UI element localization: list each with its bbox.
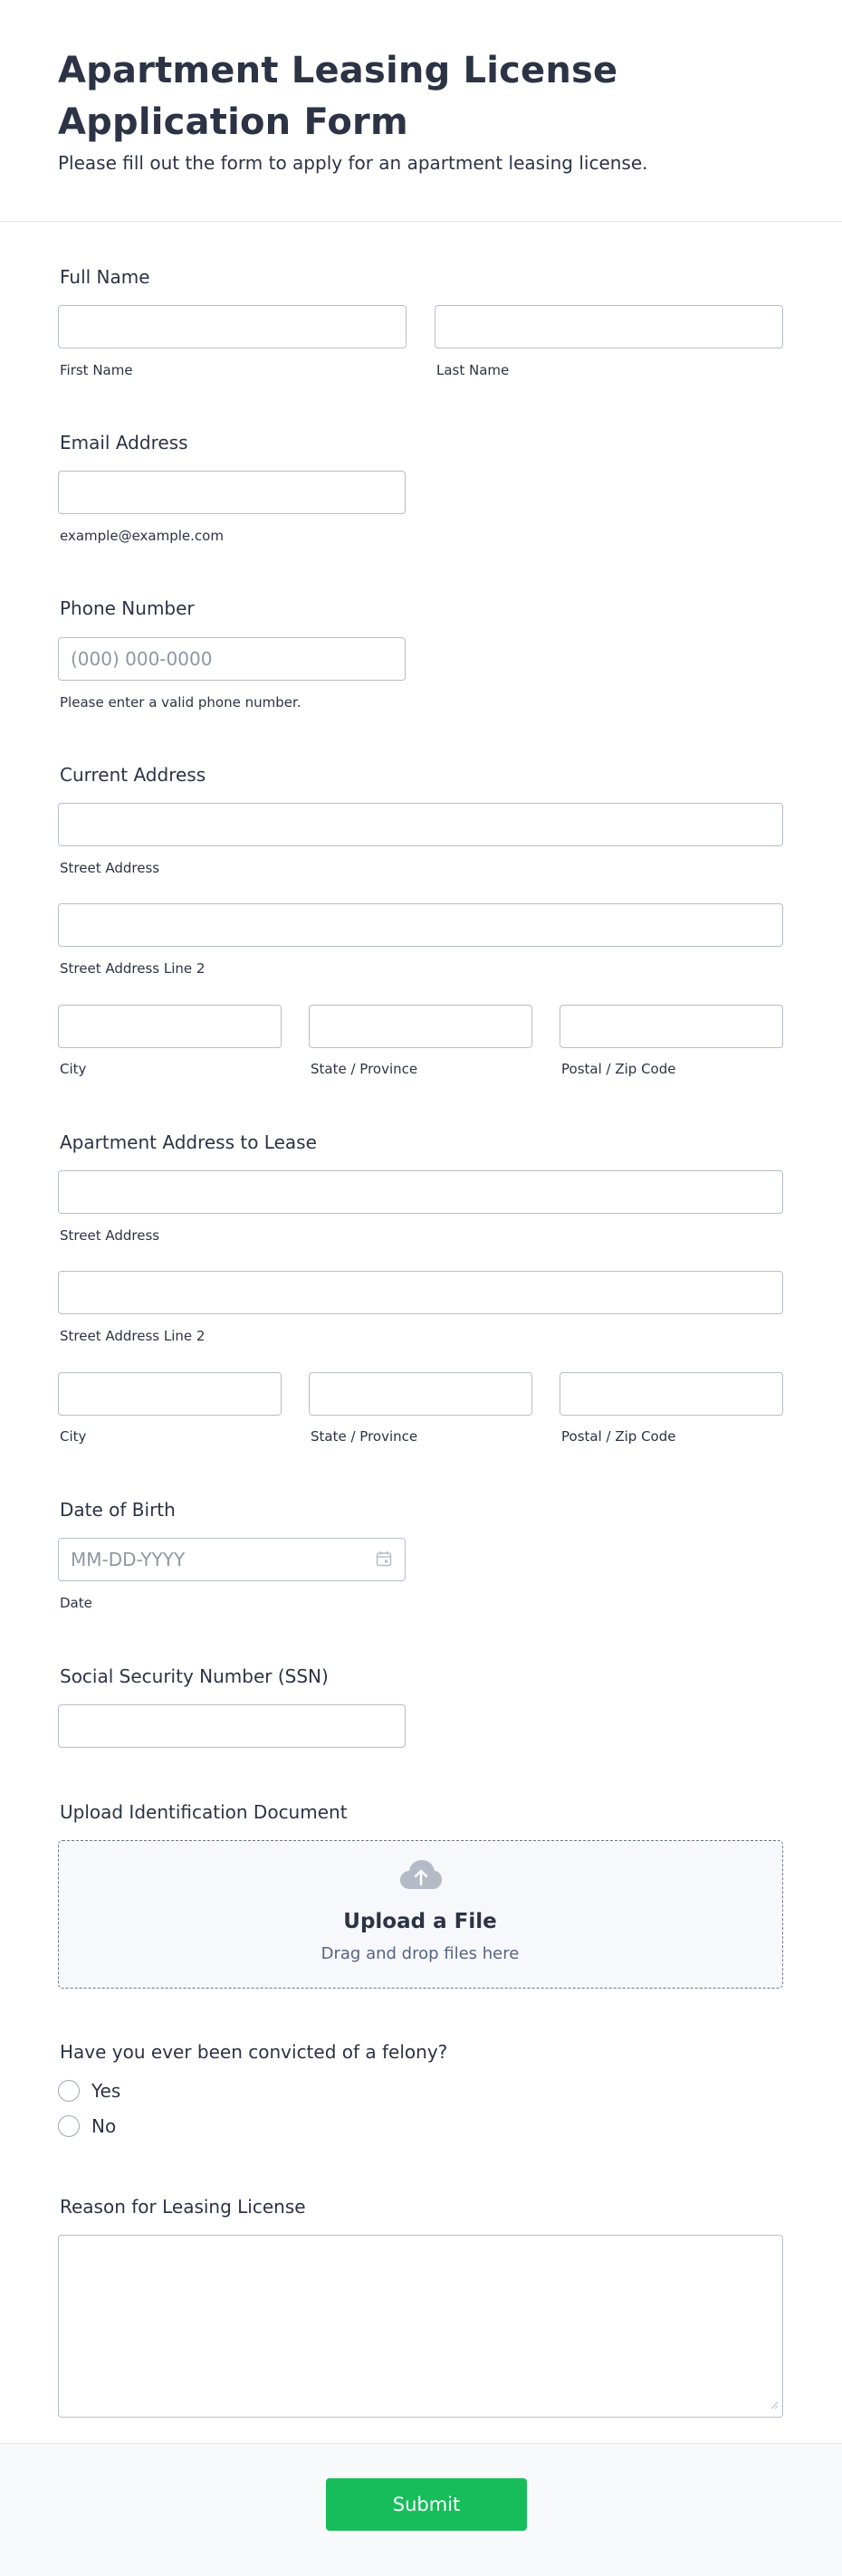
email-sublabel: example@example.com [60, 528, 224, 544]
current-street-input[interactable] [58, 803, 783, 846]
last-name-input[interactable] [435, 305, 783, 348]
phone-placeholder: (000) 000-0000 [71, 648, 213, 670]
current-city-sublabel: City [60, 1061, 87, 1077]
page-subtitle: Please fill out the form to apply for an apartment leasing license. [58, 152, 648, 174]
first-name-sublabel: First Name [60, 362, 133, 378]
lease-city-sublabel: City [60, 1428, 87, 1445]
felony-yes-radio[interactable] [58, 2080, 80, 2102]
reason-textarea[interactable] [58, 2235, 783, 2418]
current-zip-sublabel: Postal / Zip Code [561, 1061, 676, 1077]
lease-state-sublabel: State / Province [311, 1428, 418, 1445]
upload-dropzone[interactable] [58, 1840, 783, 1989]
felony-no-radio[interactable] [58, 2115, 80, 2137]
email-input[interactable] [58, 471, 406, 514]
lease-zip-input[interactable] [560, 1372, 783, 1416]
current-zip-input[interactable] [560, 1005, 783, 1048]
form-footer [0, 2443, 842, 2576]
phone-sublabel: Please enter a valid phone number. [60, 694, 301, 711]
ssn-input[interactable] [58, 1704, 406, 1748]
current-street-sublabel: Street Address [60, 860, 160, 876]
current-street2-input[interactable] [58, 903, 783, 947]
dob-sublabel: Date [60, 1595, 92, 1611]
last-name-sublabel: Last Name [436, 362, 510, 378]
current-state-sublabel: State / Province [311, 1061, 418, 1077]
upload-title: Upload a File [343, 1910, 497, 1933]
phone-label: Phone Number [60, 597, 195, 619]
lease-street-input[interactable] [58, 1170, 783, 1214]
page-title: Apartment Leasing License Application Form [58, 50, 618, 143]
lease-address-label: Apartment Address to Lease [60, 1131, 317, 1153]
felony-yes-label[interactable]: Yes [91, 2080, 121, 2102]
resize-handle-icon[interactable] [770, 2396, 779, 2413]
dob-label: Date of Birth [60, 1499, 176, 1521]
ssn-label: Social Security Number (SSN) [60, 1665, 329, 1687]
first-name-input[interactable] [58, 305, 407, 348]
phone-input[interactable] [58, 637, 406, 681]
lease-zip-sublabel: Postal / Zip Code [561, 1428, 676, 1445]
current-street2-sublabel: Street Address Line 2 [60, 960, 206, 977]
cloud-upload-icon [399, 1859, 443, 1895]
lease-street-sublabel: Street Address [60, 1227, 160, 1244]
dob-input[interactable] [58, 1538, 406, 1581]
felony-label: Have you ever been convicted of a felony? [60, 2041, 448, 2063]
current-state-input[interactable] [309, 1005, 532, 1048]
lease-street2-input[interactable] [58, 1271, 783, 1314]
submit-button[interactable]: Submit [326, 2478, 527, 2531]
full-name-label: Full Name [60, 266, 150, 288]
lease-state-input[interactable] [309, 1372, 532, 1416]
felony-no-label[interactable]: No [91, 2115, 117, 2137]
email-label: Email Address [60, 432, 188, 453]
lease-city-input[interactable] [58, 1372, 282, 1416]
form-header [0, 0, 842, 222]
dob-placeholder: MM-DD-YYYY [71, 1549, 186, 1570]
current-city-input[interactable] [58, 1005, 282, 1048]
current-address-label: Current Address [60, 764, 206, 786]
reason-label: Reason for Leasing License [60, 2196, 306, 2218]
upload-label: Upload Identification Document [60, 1801, 348, 1823]
upload-hint: Drag and drop files here [321, 1944, 520, 1963]
calendar-icon[interactable] [376, 1550, 392, 1570]
lease-street2-sublabel: Street Address Line 2 [60, 1328, 206, 1344]
